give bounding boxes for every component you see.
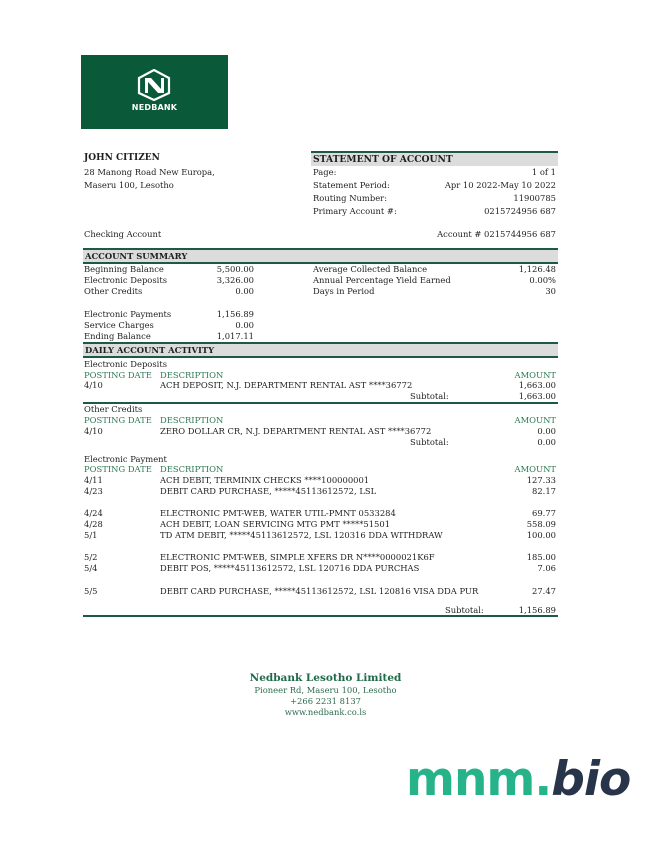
row-description: ELECTRONIC PMT-WEB, SIMPLE XFERS DR N****0000021K6F <box>160 552 435 562</box>
row-description: ACH DEPOSIT, N.J. DEPARTMENT RENTAL AST ****36772 <box>160 380 413 390</box>
watermark-part2: bio <box>551 752 631 807</box>
field-label: Statement Period: <box>313 180 390 190</box>
statement-field-routing <box>313 193 556 206</box>
summary-row <box>313 286 556 297</box>
row-date: 4/24 <box>84 508 103 518</box>
watermark-part1: mnm. <box>406 752 552 807</box>
row-amount: 27.47 <box>532 586 556 596</box>
section-title-other-credits: Other Credits <box>84 404 143 414</box>
statement-title: STATEMENT OF ACCOUNT <box>313 154 453 165</box>
header-posting-date: POSTING DATE <box>84 370 152 380</box>
row-amount: 82.17 <box>532 486 556 496</box>
row-date: 5/5 <box>84 586 98 596</box>
divider <box>83 356 558 358</box>
subtotal-value: 0.00 <box>537 437 556 447</box>
row-amount: 7.06 <box>537 563 556 573</box>
row-description: DEBIT POS, *****45113612572, LSL 120716 DDA PURCHAS <box>160 563 420 573</box>
header-description: DESCRIPTION <box>160 415 224 425</box>
summary-row <box>84 331 254 342</box>
summary-label: Beginning Balance <box>84 264 164 274</box>
summary-value: 5,500.00 <box>216 264 254 274</box>
summary-right <box>313 264 556 297</box>
footer-company: Nedbank Lesotho Limited <box>249 672 402 684</box>
row-date: 5/2 <box>84 552 98 562</box>
summary-label: Days in Period <box>313 286 375 296</box>
row-amount: 69.77 <box>532 508 556 518</box>
summary-label: Average Collected Balance <box>313 264 428 274</box>
row-amount: 100.00 <box>526 530 556 540</box>
row-amount: 558.09 <box>526 519 556 529</box>
header-amount: AMOUNT <box>514 370 556 380</box>
row-amount: 0.00 <box>537 426 556 436</box>
statement-field-period <box>313 180 556 193</box>
row-description: ELECTRONIC PMT-WEB, WATER UTIL-PMNT 0533284 <box>160 508 396 518</box>
section-title-electronic-payment: Electronic Payment <box>84 454 167 464</box>
field-label: Primary Account #: <box>313 206 397 216</box>
summary-row <box>84 286 254 309</box>
summary-row <box>84 309 254 320</box>
divider <box>83 615 558 617</box>
summary-value: 30 <box>545 286 556 296</box>
summary-value: 1,126.48 <box>518 264 556 274</box>
daily-activity-bar <box>83 342 558 356</box>
summary-value: 0.00 <box>235 286 254 296</box>
summary-left <box>84 264 254 342</box>
field-value: Apr 10 2022-May 10 2022 <box>444 180 556 190</box>
nedbank-n-icon <box>137 69 171 101</box>
field-label: Routing Number: <box>313 193 388 203</box>
row-date: 4/10 <box>84 380 103 390</box>
field-value: 11900785 <box>513 193 556 203</box>
logo-text: NEDBANK <box>131 103 178 112</box>
section-title-electronic-deposits: Electronic Deposits <box>84 359 167 369</box>
summary-value: 1,156.89 <box>216 309 254 319</box>
statement-fields <box>313 167 556 219</box>
footer-phone: +266 2231 8137 <box>290 696 361 706</box>
row-date: 5/4 <box>84 563 98 573</box>
row-date: 4/28 <box>84 519 103 529</box>
row-amount: 1,663.00 <box>518 380 556 390</box>
summary-row <box>313 275 556 286</box>
footer-address: Pioneer Rd, Maseru 100, Lesotho <box>254 685 397 695</box>
subtotal-label: Subtotal: <box>410 391 449 401</box>
customer-name: JOHN CITIZEN <box>84 153 160 163</box>
header-amount: AMOUNT <box>514 415 556 425</box>
field-label: Page: <box>313 167 337 177</box>
statement-title-bar <box>311 151 558 166</box>
summary-row <box>84 320 254 331</box>
statement-field-page <box>313 167 556 180</box>
row-description: TD ATM DEBIT, *****45113612572, LSL 120316 DDA WITHDRAW <box>160 530 443 540</box>
header-posting-date: POSTING DATE <box>84 464 152 474</box>
summary-value: 0.00% <box>529 275 556 285</box>
summary-row <box>84 275 254 286</box>
row-description: DEBIT CARD PURCHASE, *****45113612572, LSL <box>160 486 377 496</box>
statement-field-primary-account <box>313 206 556 219</box>
customer-address-line1: 28 Manong Road New Europa, <box>84 167 215 177</box>
watermark <box>406 752 630 808</box>
summary-label: Annual Percentage Yield Earned <box>313 275 451 285</box>
summary-row <box>313 264 556 275</box>
account-type: Checking Account <box>84 229 162 239</box>
row-date: 4/23 <box>84 486 103 496</box>
nedbank-logo <box>81 55 228 129</box>
account-summary-title: ACCOUNT SUMMARY <box>85 251 188 261</box>
summary-row <box>84 264 254 275</box>
customer-address-line2: Maseru 100, Lesotho <box>84 180 174 190</box>
row-date: 4/10 <box>84 426 103 436</box>
row-description: DEBIT CARD PURCHASE, *****45113612572, LSL 120816 VISA DDA PUR <box>160 586 479 596</box>
subtotal-value: 1,663.00 <box>518 391 556 401</box>
subtotal-label: Subtotal: <box>410 437 449 447</box>
row-description: ACH DEBIT, LOAN SERVICING MTG PMT *****51501 <box>160 519 391 529</box>
footer <box>0 672 651 718</box>
summary-value: 1,017.11 <box>216 331 254 341</box>
row-amount: 127.33 <box>526 475 556 485</box>
summary-value: 0.00 <box>235 320 254 330</box>
header-posting-date: POSTING DATE <box>84 415 152 425</box>
account-number-line: Account # 0215744956 687 <box>437 229 556 239</box>
row-date: 5/1 <box>84 530 98 540</box>
divider <box>83 402 558 404</box>
field-value: 1 of 1 <box>531 167 556 177</box>
summary-label: Other Credits <box>84 286 143 296</box>
row-description: ZERO DOLLAR CR, N.J. DEPARTMENT RENTAL AST ****36772 <box>160 426 432 436</box>
summary-label: Electronic Payments <box>84 309 172 319</box>
daily-activity-title: DAILY ACCOUNT ACTIVITY <box>85 345 215 355</box>
summary-label: Service Charges <box>84 320 154 330</box>
subtotal-label: Subtotal: <box>445 605 484 615</box>
footer-website[interactable]: www.nedbank.co.ls <box>284 707 367 717</box>
subtotal-value: 1,156.89 <box>518 605 556 615</box>
row-description: ACH DEBIT, TERMINIX CHECKS ****100000001 <box>160 475 370 485</box>
row-date: 4/11 <box>84 475 103 485</box>
summary-label: Ending Balance <box>84 331 151 341</box>
row-amount: 185.00 <box>526 552 556 562</box>
header-description: DESCRIPTION <box>160 464 224 474</box>
summary-value: 3,326.00 <box>216 275 254 285</box>
header-amount: AMOUNT <box>514 464 556 474</box>
account-summary-bar <box>83 248 558 262</box>
field-value: 0215724956 687 <box>484 206 556 216</box>
summary-label: Electronic Deposits <box>84 275 167 285</box>
header-description: DESCRIPTION <box>160 370 224 380</box>
